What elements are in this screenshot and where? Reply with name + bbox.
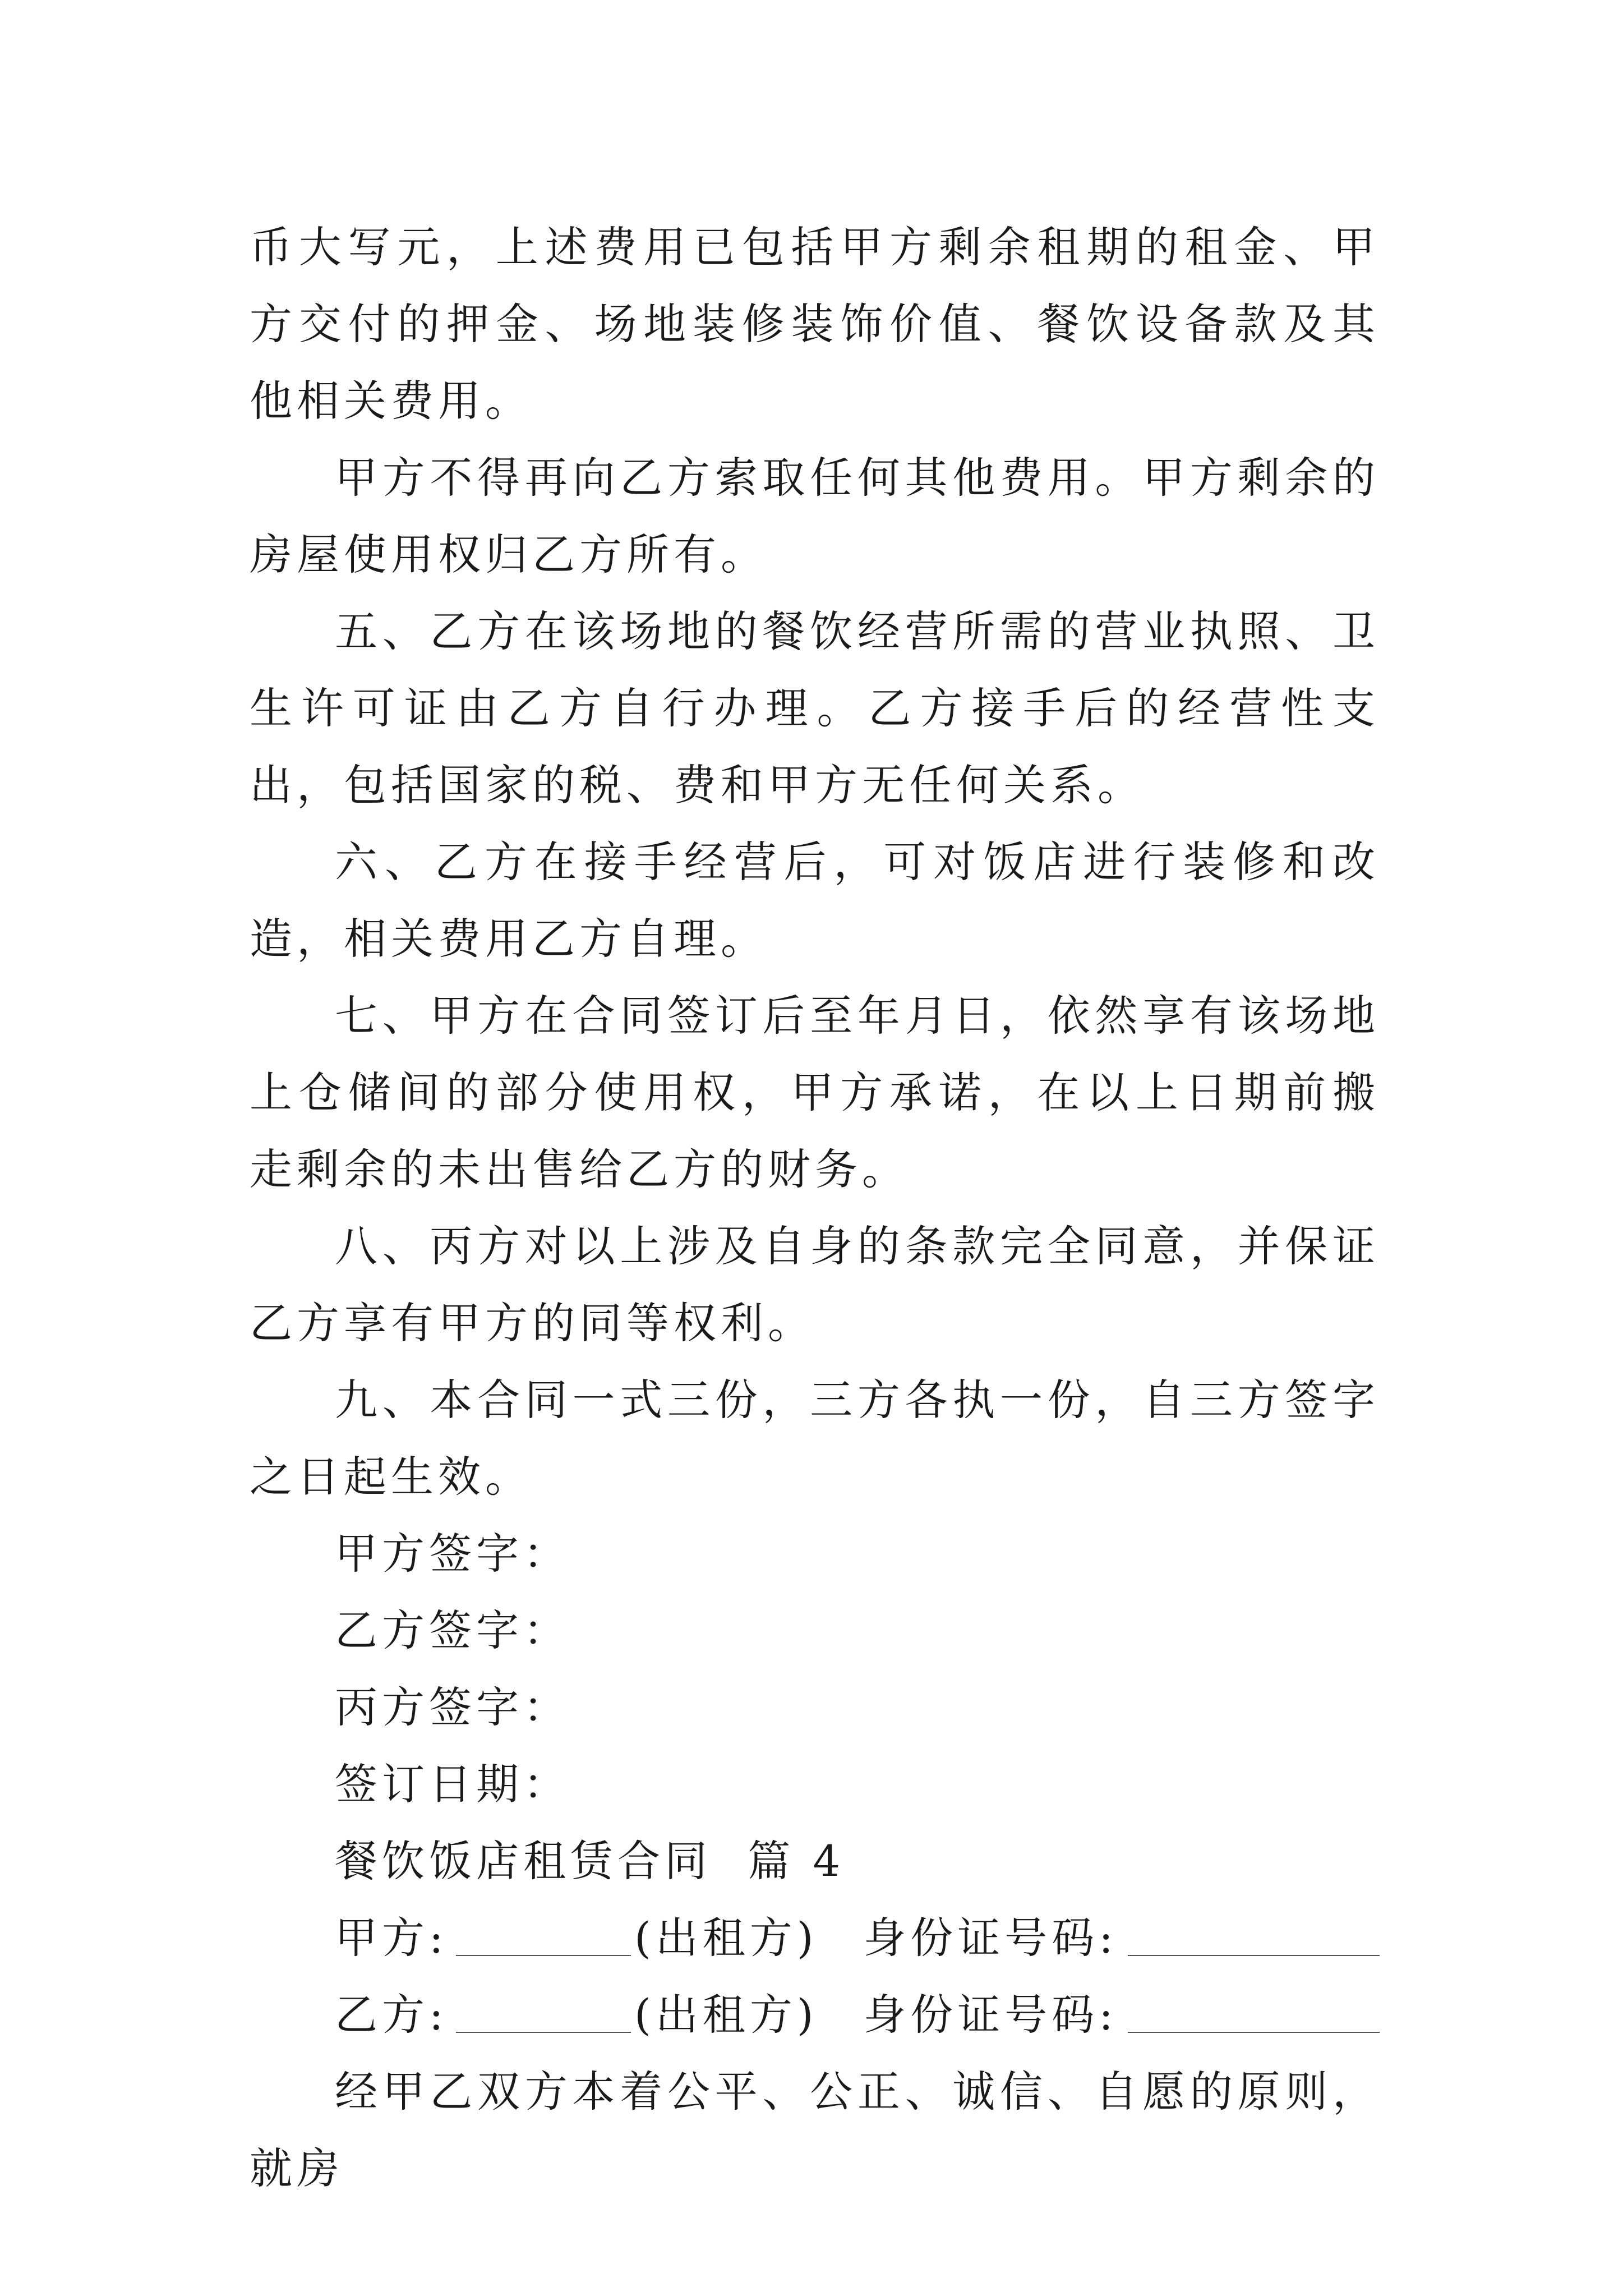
signature-party-a: 甲方签字： [335, 1529, 570, 1579]
signature-party-b: 乙方签字： [335, 1605, 570, 1655]
signature-date: 签订日期： [335, 1759, 570, 1809]
paragraph-clause-8: 八、丙方对以上涉及自身的条款完全同意，并保证乙方享有甲方的同等权利。 [250, 1221, 1380, 1348]
paragraph-fee-summary: 币大写元，上述费用已包括甲方剩余租期的租金、甲方交付的押金、场地装修装饰价值、餐饮设备款及其他相关费用。 [250, 222, 1380, 426]
party-b-id-label: 身份证号码: [863, 1990, 1118, 2040]
party-a-id-blank [1128, 1916, 1380, 1956]
paragraph-clause-5: 五、乙方在该场地的餐饮经营所需的营业执照、卫生许可证由乙方自行办理。乙方接手后的经营性支出，包括国家的税、费和甲方无任何关系。 [250, 606, 1380, 810]
paragraph-no-other-fees: 甲方不得再向乙方索取任何其他费用。甲方剩余的房屋使用权归乙方所有。 [250, 453, 1380, 579]
party-a-label: 甲方: [335, 1913, 448, 1963]
party-a-id-label: 身份证号码: [863, 1913, 1118, 1963]
paragraph-closing: 经甲乙双方本着公平、公正、诚信、自愿的原则，就房 [250, 2067, 1380, 2193]
party-b-role: (出租方) [634, 1990, 818, 2040]
party-b-label: 乙方: [335, 1990, 448, 2040]
party-a-name-blank [456, 1916, 631, 1956]
paragraph-clause-9: 九、本合同一式三份，三方各执一份，自三方签字之日起生效。 [250, 1375, 1380, 1502]
party-a-role: (出租方) [634, 1913, 818, 1963]
document-body [250, 209, 1380, 2207]
party-b-id-blank [1128, 1993, 1380, 2033]
party-b-line [250, 1976, 1380, 2053]
paragraph-clause-6: 六、乙方在接手经营后，可对饭店进行装修和改造，相关费用乙方自理。 [250, 837, 1380, 964]
party-a-line [250, 1899, 1380, 1976]
party-b-name-blank [456, 1993, 631, 2033]
paragraph-clause-7: 七、甲方在合同签订后至年月日，依然享有该场地上仓储间的部分使用权，甲方承诺，在以上日期前搬走剩余的未出售给乙方的财务。 [250, 991, 1380, 1194]
signature-party-c: 丙方签字： [335, 1682, 570, 1732]
section-title: 餐饮饭店租赁合同 篇 4 [335, 1836, 845, 1886]
